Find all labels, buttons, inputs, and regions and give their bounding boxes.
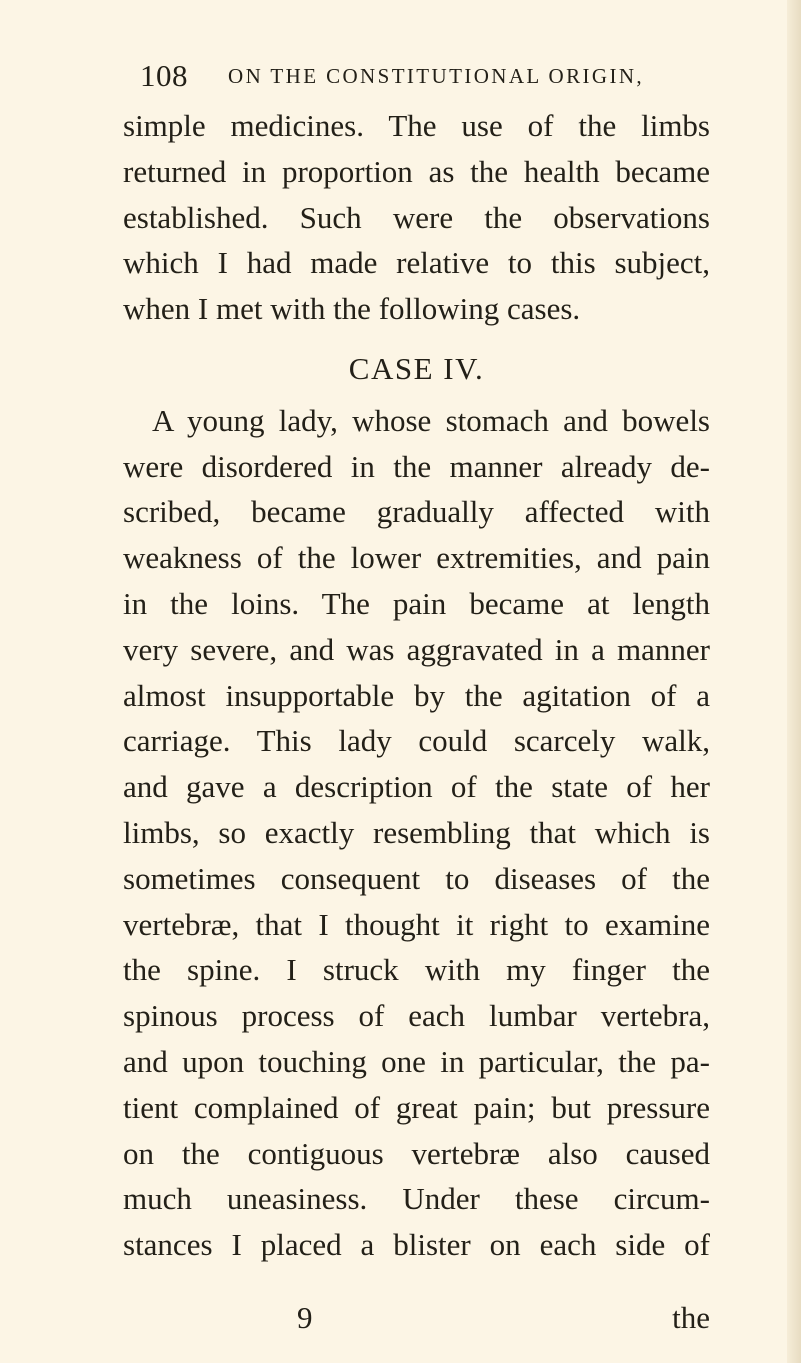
catchword: the bbox=[672, 1300, 710, 1335]
text-line: sometimes consequent to diseases of the bbox=[123, 860, 710, 896]
page-footer bbox=[123, 1295, 710, 1341]
text-line: spinous process of each lumbar vertebra, bbox=[123, 998, 710, 1034]
text-line: and gave a description of the state of her bbox=[123, 769, 710, 805]
body-text bbox=[123, 103, 710, 1268]
text-line: and upon touching one in particular, the pa- bbox=[123, 1043, 710, 1079]
text-line: tient complained of great pain; but pressure bbox=[123, 1089, 710, 1125]
text-line: simple medicines. The use of the limbs bbox=[123, 108, 710, 143]
text-line: very severe, and was aggravated in a manner bbox=[123, 631, 710, 667]
page-header bbox=[140, 58, 700, 93]
text-line: scribed, became gradually affected with bbox=[123, 494, 710, 530]
text-line: which I had made relative to this subject, bbox=[123, 245, 710, 281]
text-line: almost insupportable by the agitation of a bbox=[123, 677, 710, 713]
text-line: carriage. This lady could scarcely walk, bbox=[123, 723, 710, 759]
text-line: established. Such were the observations bbox=[123, 199, 710, 235]
text-line: limbs, so exactly resembling that which is bbox=[123, 814, 710, 850]
text-line: when I met with the following cases. bbox=[123, 291, 581, 327]
text-line: the spine. I struck with my finger the bbox=[123, 952, 710, 988]
running-head: ON THE CONSTITUTIONAL ORIGIN, bbox=[228, 64, 645, 88]
text-line: returned in proportion as the health became bbox=[123, 153, 710, 189]
text-line: in the loins. The pain became at length bbox=[123, 585, 710, 621]
text-line: much uneasiness. Under these circum- bbox=[123, 1181, 710, 1217]
text-line: A young lady, whose stomach and bowels bbox=[152, 402, 710, 438]
signature-mark: 9 bbox=[297, 1300, 313, 1335]
case-heading: CASE IV. bbox=[348, 350, 485, 386]
text-line: vertebræ, that I thought it right to examine bbox=[123, 906, 710, 942]
page-edge bbox=[787, 0, 801, 1363]
text-line: stances I placed a blister on each side of bbox=[123, 1227, 710, 1263]
text-line: on the contiguous vertebræ also caused bbox=[123, 1135, 710, 1171]
text-line: were disordered in the manner already de- bbox=[123, 448, 710, 484]
text-line: weakness of the lower extremities, and pain bbox=[123, 540, 710, 576]
page-number: 108 bbox=[140, 58, 188, 93]
